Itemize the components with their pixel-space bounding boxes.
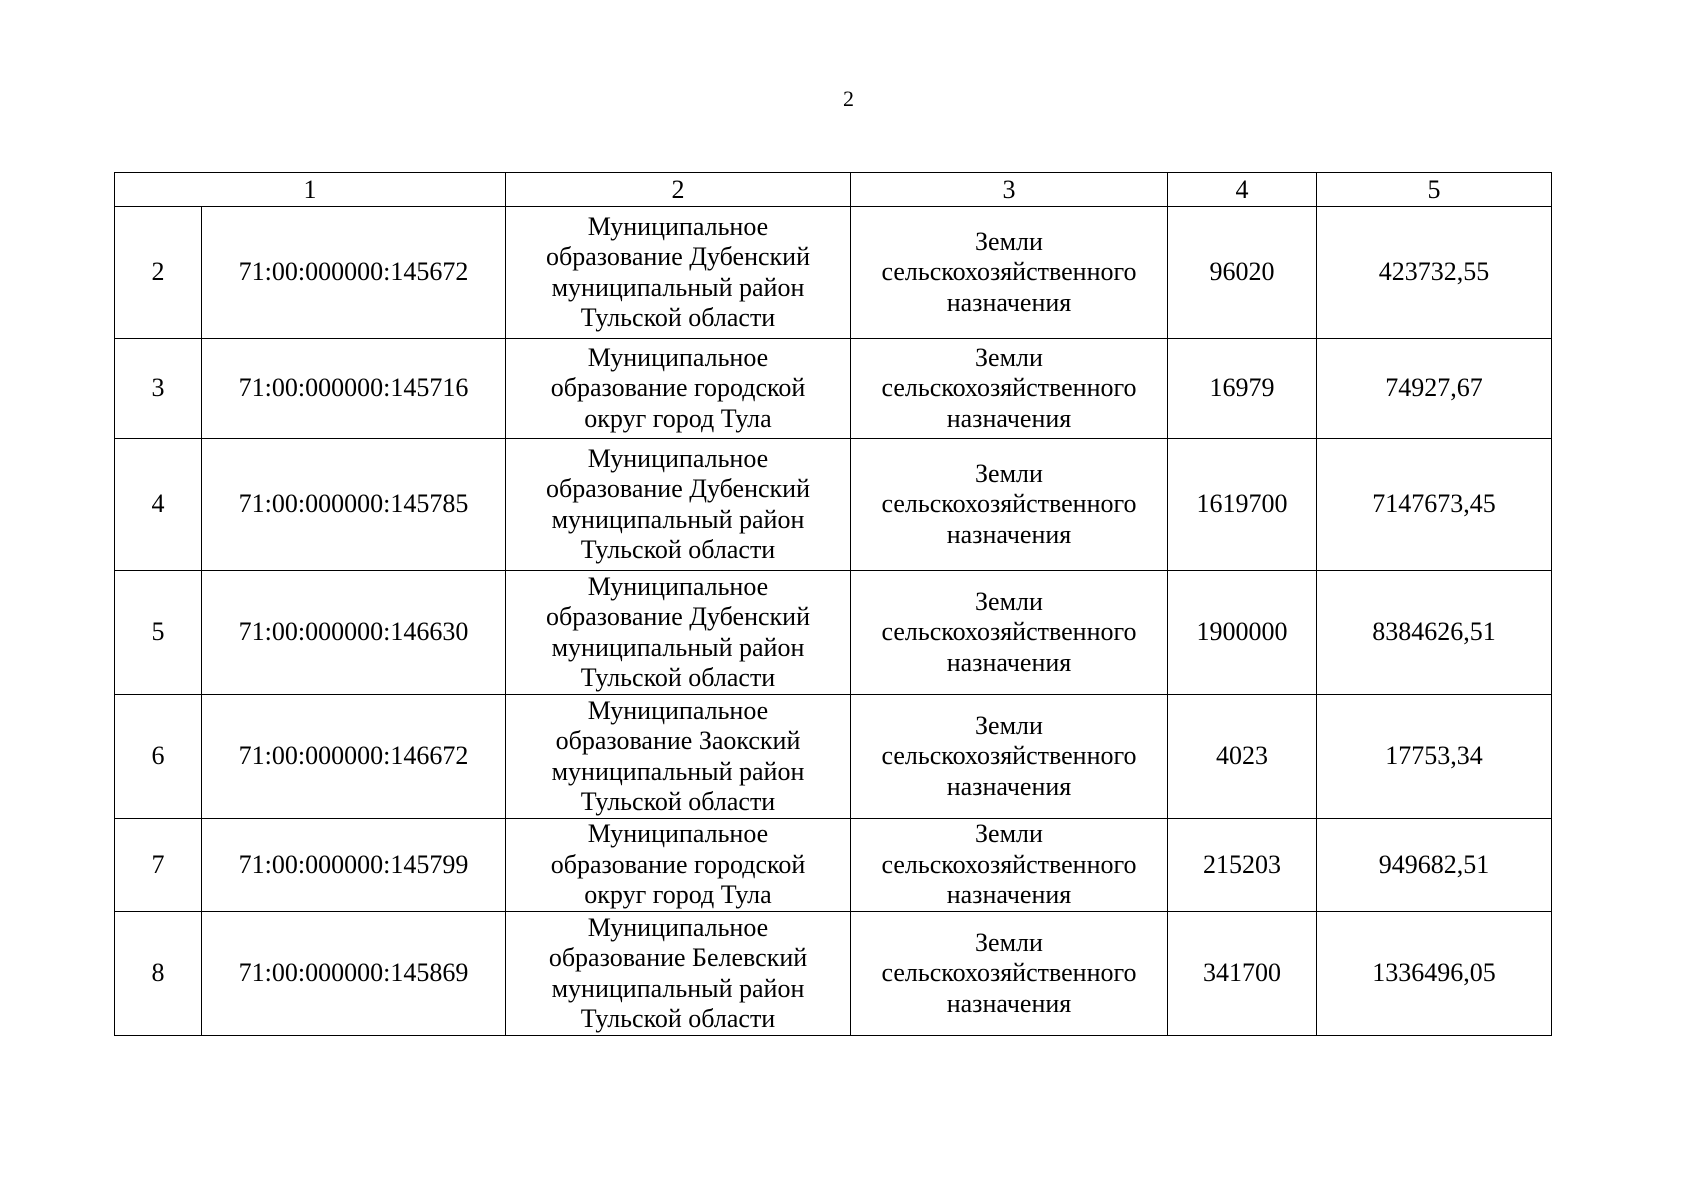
municipality-cell bbox=[506, 439, 851, 571]
row-number-cell-text: 5 bbox=[151, 617, 165, 647]
column-number-3: 3 bbox=[851, 173, 1168, 207]
cadastral-number-cell-text: 71:00:000000:146672 bbox=[238, 741, 469, 771]
row-number-cell bbox=[115, 339, 202, 439]
cadastral-value-cell-text: 74927,67 bbox=[1385, 373, 1483, 403]
row-number-cell bbox=[115, 439, 202, 571]
area-cell-text: 1900000 bbox=[1196, 617, 1288, 647]
table-body bbox=[115, 173, 1552, 1036]
municipality-cell-text: Муниципальное образование городской округ город Тула bbox=[550, 819, 806, 910]
column-number-2: 2 bbox=[506, 173, 851, 207]
table-row bbox=[115, 339, 1552, 439]
cadastral-value-cell bbox=[1317, 571, 1552, 695]
cadastral-value-cell bbox=[1317, 912, 1552, 1036]
area-cell bbox=[1168, 207, 1317, 339]
row-number-cell-text: 2 bbox=[151, 257, 165, 287]
table-row bbox=[115, 207, 1552, 339]
cadastral-number-cell bbox=[202, 439, 506, 571]
cadastral-number-cell-text: 71:00:000000:145672 bbox=[238, 257, 469, 287]
cadastral-number-cell-text: 71:00:000000:145716 bbox=[238, 373, 469, 403]
table-row bbox=[115, 571, 1552, 695]
area-cell bbox=[1168, 339, 1317, 439]
municipality-cell bbox=[506, 207, 851, 339]
municipality-cell-text: Муниципальное образование Белевский муниципальный район Тульской области bbox=[548, 912, 808, 1033]
municipality-cell bbox=[506, 819, 851, 912]
row-number-cell bbox=[115, 207, 202, 339]
cadastral-number-cell bbox=[202, 571, 506, 695]
cadastral-value-cell-text: 7147673,45 bbox=[1372, 489, 1496, 519]
area-cell-text: 96020 bbox=[1209, 257, 1275, 287]
cadastral-value-cell bbox=[1317, 339, 1552, 439]
cadastral-number-cell bbox=[202, 695, 506, 819]
cadastral-number-cell-text: 71:00:000000:145799 bbox=[238, 849, 469, 879]
table-row bbox=[115, 912, 1552, 1036]
land-category-cell-text: Земли сельскохозяйственного назначения bbox=[881, 927, 1137, 1018]
municipality-cell bbox=[506, 339, 851, 439]
row-number-cell-text: 4 bbox=[151, 489, 165, 519]
land-plots-table bbox=[114, 172, 1552, 1036]
land-category-cell bbox=[851, 819, 1168, 912]
cadastral-value-cell-text: 1336496,05 bbox=[1372, 958, 1496, 988]
cadastral-value-cell bbox=[1317, 439, 1552, 571]
area-cell-text: 215203 bbox=[1203, 849, 1281, 879]
land-category-cell-text: Земли сельскохозяйственного назначения bbox=[881, 458, 1137, 549]
cadastral-value-cell-text: 949682,51 bbox=[1378, 849, 1490, 879]
row-number-cell-text: 3 bbox=[151, 373, 165, 403]
municipality-cell bbox=[506, 571, 851, 695]
area-cell bbox=[1168, 912, 1317, 1036]
land-category-cell bbox=[851, 339, 1168, 439]
page-number: 2 bbox=[843, 86, 854, 111]
cadastral-value-cell-text: 423732,55 bbox=[1378, 257, 1490, 287]
land-category-cell bbox=[851, 571, 1168, 695]
land-category-cell-text: Земли сельскохозяйственного назначения bbox=[881, 342, 1137, 433]
cadastral-number-cell bbox=[202, 339, 506, 439]
municipality-cell-text: Муниципальное образование Дубенский муниципальный район Тульской области bbox=[546, 211, 810, 332]
row-number-cell bbox=[115, 912, 202, 1036]
table-row bbox=[115, 439, 1552, 571]
municipality-cell bbox=[506, 695, 851, 819]
municipality-cell-text: Муниципальное образование Заокский муниципальный район Тульской области bbox=[551, 695, 805, 816]
municipality-cell-text: Муниципальное образование Дубенский муниципальный район Тульской области bbox=[546, 571, 810, 692]
row-number-cell bbox=[115, 571, 202, 695]
cadastral-number-cell-text: 71:00:000000:145785 bbox=[238, 489, 469, 519]
column-number-4: 4 bbox=[1168, 173, 1317, 207]
municipality-cell-text: Муниципальное образование Дубенский муниципальный район Тульской области bbox=[546, 443, 810, 564]
land-category-cell bbox=[851, 439, 1168, 571]
area-cell bbox=[1168, 439, 1317, 571]
land-category-cell bbox=[851, 207, 1168, 339]
column-number-row bbox=[115, 173, 1552, 207]
area-cell bbox=[1168, 819, 1317, 912]
cadastral-value-cell bbox=[1317, 207, 1552, 339]
cadastral-value-cell bbox=[1317, 819, 1552, 912]
cadastral-value-cell-text: 17753,34 bbox=[1385, 741, 1483, 771]
table-row bbox=[115, 819, 1552, 912]
cadastral-value-cell bbox=[1317, 695, 1552, 819]
area-cell bbox=[1168, 695, 1317, 819]
column-number-1: 1 bbox=[115, 173, 506, 207]
area-cell-text: 4023 bbox=[1216, 741, 1268, 771]
area-cell-text: 1619700 bbox=[1196, 489, 1288, 519]
column-number-5: 5 bbox=[1317, 173, 1552, 207]
row-number-cell bbox=[115, 819, 202, 912]
table-row bbox=[115, 695, 1552, 819]
land-category-cell-text: Земли сельскохозяйственного назначения bbox=[881, 710, 1137, 801]
municipality-cell bbox=[506, 912, 851, 1036]
area-cell-text: 341700 bbox=[1203, 958, 1281, 988]
cadastral-number-cell-text: 71:00:000000:145869 bbox=[238, 958, 469, 988]
land-category-cell bbox=[851, 912, 1168, 1036]
area-cell bbox=[1168, 571, 1317, 695]
land-category-cell-text: Земли сельскохозяйственного назначения bbox=[881, 586, 1137, 677]
cadastral-number-cell-text: 71:00:000000:146630 bbox=[238, 617, 469, 647]
cadastral-value-cell-text: 8384626,51 bbox=[1372, 617, 1496, 647]
cadastral-number-cell bbox=[202, 819, 506, 912]
row-number-cell-text: 6 bbox=[151, 741, 165, 771]
cadastral-number-cell bbox=[202, 912, 506, 1036]
land-category-cell-text: Земли сельскохозяйственного назначения bbox=[881, 226, 1137, 317]
cadastral-number-cell bbox=[202, 207, 506, 339]
row-number-cell-text: 7 bbox=[151, 849, 165, 879]
area-cell-text: 16979 bbox=[1209, 373, 1275, 403]
municipality-cell-text: Муниципальное образование городской округ город Тула bbox=[550, 342, 806, 433]
land-category-cell-text: Земли сельскохозяйственного назначения bbox=[881, 819, 1137, 910]
row-number-cell bbox=[115, 695, 202, 819]
land-category-cell bbox=[851, 695, 1168, 819]
row-number-cell-text: 8 bbox=[151, 958, 165, 988]
